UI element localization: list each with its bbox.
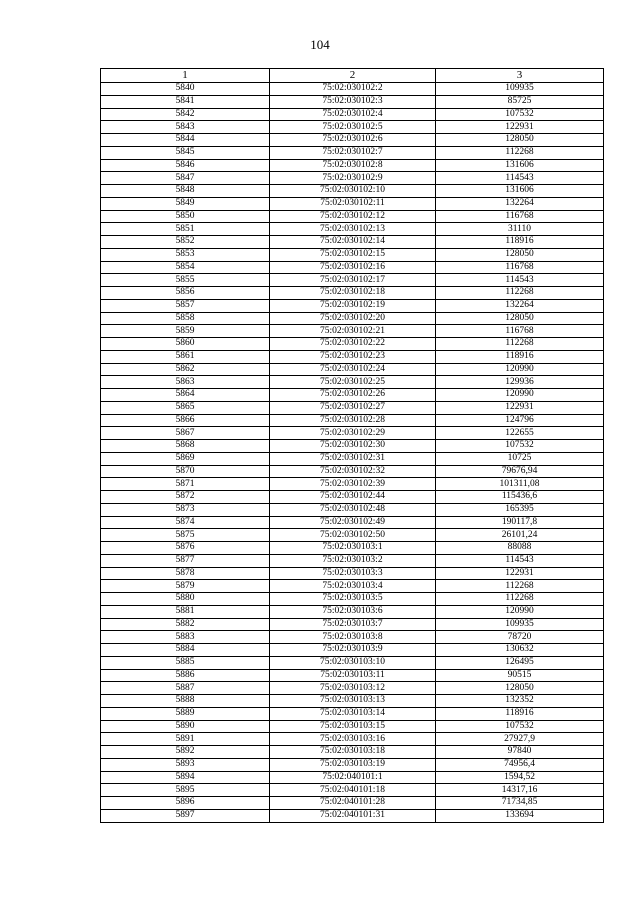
row-number-cell: 5859 (101, 325, 270, 338)
table-row (101, 720, 604, 733)
cadastral-number-cell: 75:02:030102:31 (270, 452, 436, 465)
table-row (101, 809, 604, 822)
cadastral-number-cell: 75:02:030103:16 (270, 733, 436, 746)
value-cell: 79676,94 (436, 465, 604, 478)
value-cell: 124796 (436, 414, 604, 427)
table-row (101, 248, 604, 261)
cadastral-number-cell: 75:02:030102:8 (270, 159, 436, 172)
row-number-cell: 5873 (101, 503, 270, 516)
data-table (100, 68, 604, 823)
table-row (101, 338, 604, 351)
value-cell: 129936 (436, 376, 604, 389)
table-row (101, 503, 604, 516)
value-cell: 118916 (436, 350, 604, 363)
row-number-cell: 5855 (101, 274, 270, 287)
value-cell: 116768 (436, 325, 604, 338)
row-number-cell: 5854 (101, 261, 270, 274)
row-number-cell: 5880 (101, 593, 270, 606)
row-number-cell: 5852 (101, 236, 270, 249)
cadastral-number-cell: 75:02:040101:18 (270, 784, 436, 797)
row-number-cell: 5887 (101, 682, 270, 695)
cadastral-number-cell: 75:02:030102:14 (270, 236, 436, 249)
row-number-cell: 5884 (101, 644, 270, 657)
header-row (101, 69, 604, 83)
table-row (101, 389, 604, 402)
cadastral-number-cell: 75:02:030102:7 (270, 146, 436, 159)
cadastral-number-cell: 75:02:030102:17 (270, 274, 436, 287)
table-row (101, 465, 604, 478)
cadastral-number-cell: 75:02:030102:24 (270, 363, 436, 376)
cadastral-number-cell: 75:02:040101:31 (270, 809, 436, 822)
row-number-cell: 5851 (101, 223, 270, 236)
row-number-cell: 5858 (101, 312, 270, 325)
row-number-cell: 5897 (101, 809, 270, 822)
value-cell: 132352 (436, 695, 604, 708)
cadastral-number-cell: 75:02:030102:13 (270, 223, 436, 236)
cadastral-number-cell: 75:02:030102:20 (270, 312, 436, 325)
row-number-cell: 5889 (101, 707, 270, 720)
table-row (101, 784, 604, 797)
cadastral-number-cell: 75:02:030103:10 (270, 656, 436, 669)
value-cell: 131606 (436, 159, 604, 172)
row-number-cell: 5885 (101, 656, 270, 669)
row-number-cell: 5878 (101, 567, 270, 580)
column-header-2: 2 (270, 69, 436, 83)
row-number-cell: 5896 (101, 797, 270, 810)
value-cell: 97840 (436, 746, 604, 759)
cadastral-number-cell: 75:02:030102:5 (270, 121, 436, 134)
value-cell: 133694 (436, 809, 604, 822)
table-row (101, 210, 604, 223)
cadastral-number-cell: 75:02:030102:16 (270, 261, 436, 274)
table-row (101, 554, 604, 567)
table-row (101, 542, 604, 555)
page-number: 104 (310, 37, 330, 52)
table-row (101, 197, 604, 210)
table-row (101, 376, 604, 389)
row-number-cell: 5890 (101, 720, 270, 733)
value-cell: 120990 (436, 605, 604, 618)
value-cell: 190117,8 (436, 516, 604, 529)
cadastral-number-cell: 75:02:030102:9 (270, 172, 436, 185)
row-number-cell: 5888 (101, 695, 270, 708)
value-cell: 122931 (436, 121, 604, 134)
table-row (101, 695, 604, 708)
value-cell: 112268 (436, 593, 604, 606)
row-number-cell: 5869 (101, 452, 270, 465)
cadastral-number-cell: 75:02:030103:5 (270, 593, 436, 606)
table-row (101, 134, 604, 147)
row-number-cell: 5862 (101, 363, 270, 376)
table-row (101, 299, 604, 312)
value-cell: 109935 (436, 618, 604, 631)
row-number-cell: 5871 (101, 478, 270, 491)
row-number-cell: 5891 (101, 733, 270, 746)
table-row (101, 121, 604, 134)
table-row (101, 758, 604, 771)
table-row (101, 325, 604, 338)
value-cell: 128050 (436, 248, 604, 261)
cadastral-number-cell: 75:02:030102:25 (270, 376, 436, 389)
row-number-cell: 5847 (101, 172, 270, 185)
row-number-cell: 5894 (101, 771, 270, 784)
value-cell: 118916 (436, 707, 604, 720)
table-row (101, 261, 604, 274)
row-number-cell: 5893 (101, 758, 270, 771)
table-row (101, 452, 604, 465)
cadastral-number-cell: 75:02:030103:14 (270, 707, 436, 720)
row-number-cell: 5867 (101, 427, 270, 440)
row-number-cell: 5872 (101, 491, 270, 504)
cadastral-number-cell: 75:02:030102:18 (270, 287, 436, 300)
cadastral-number-cell: 75:02:030102:10 (270, 185, 436, 198)
value-cell: 128050 (436, 682, 604, 695)
row-number-cell: 5848 (101, 185, 270, 198)
value-cell: 128050 (436, 134, 604, 147)
table-row (101, 733, 604, 746)
value-cell: 126495 (436, 656, 604, 669)
table-row (101, 669, 604, 682)
value-cell: 101311,08 (436, 478, 604, 491)
table-row (101, 656, 604, 669)
row-number-cell: 5876 (101, 542, 270, 555)
table-row (101, 746, 604, 759)
cadastral-number-cell: 75:02:030103:4 (270, 580, 436, 593)
value-cell: 116768 (436, 210, 604, 223)
row-number-cell: 5841 (101, 95, 270, 108)
value-cell: 115436,6 (436, 491, 604, 504)
row-number-cell: 5850 (101, 210, 270, 223)
row-number-cell: 5868 (101, 440, 270, 453)
row-number-cell: 5877 (101, 554, 270, 567)
value-cell: 107532 (436, 108, 604, 121)
table-row (101, 274, 604, 287)
table-row (101, 529, 604, 542)
table-row (101, 478, 604, 491)
row-number-cell: 5881 (101, 605, 270, 618)
cadastral-number-cell: 75:02:040101:1 (270, 771, 436, 784)
cadastral-number-cell: 75:02:030102:32 (270, 465, 436, 478)
row-number-cell: 5875 (101, 529, 270, 542)
row-number-cell: 5860 (101, 338, 270, 351)
cadastral-number-cell: 75:02:030102:26 (270, 389, 436, 402)
cadastral-number-cell: 75:02:030102:21 (270, 325, 436, 338)
value-cell: 1594,52 (436, 771, 604, 784)
table-body (101, 83, 604, 823)
row-number-cell: 5892 (101, 746, 270, 759)
cadastral-number-cell: 75:02:030102:3 (270, 95, 436, 108)
value-cell: 122931 (436, 567, 604, 580)
cadastral-number-cell: 75:02:030102:6 (270, 134, 436, 147)
cadastral-number-cell: 75:02:030103:2 (270, 554, 436, 567)
table-row (101, 95, 604, 108)
cadastral-number-cell: 75:02:030103:13 (270, 695, 436, 708)
value-cell: 90515 (436, 669, 604, 682)
value-cell: 114543 (436, 554, 604, 567)
value-cell: 14317,16 (436, 784, 604, 797)
cadastral-number-cell: 75:02:030103:15 (270, 720, 436, 733)
cadastral-number-cell: 75:02:030102:28 (270, 414, 436, 427)
cadastral-number-cell: 75:02:030102:39 (270, 478, 436, 491)
value-cell: 107532 (436, 720, 604, 733)
row-number-cell: 5856 (101, 287, 270, 300)
table-row (101, 707, 604, 720)
value-cell: 71734,85 (436, 797, 604, 810)
table-row (101, 593, 604, 606)
table-row (101, 108, 604, 121)
row-number-cell: 5845 (101, 146, 270, 159)
value-cell: 112268 (436, 338, 604, 351)
cadastral-number-cell: 75:02:030103:7 (270, 618, 436, 631)
table-row (101, 172, 604, 185)
table-row (101, 223, 604, 236)
value-cell: 132264 (436, 299, 604, 312)
cadastral-number-cell: 75:02:030103:12 (270, 682, 436, 695)
value-cell: 10725 (436, 452, 604, 465)
row-number-cell: 5842 (101, 108, 270, 121)
table-row (101, 797, 604, 810)
value-cell: 114543 (436, 274, 604, 287)
row-number-cell: 5883 (101, 631, 270, 644)
value-cell: 128050 (436, 312, 604, 325)
row-number-cell: 5895 (101, 784, 270, 797)
row-number-cell: 5865 (101, 401, 270, 414)
cadastral-number-cell: 75:02:030102:22 (270, 338, 436, 351)
cadastral-number-cell: 75:02:030103:1 (270, 542, 436, 555)
row-number-cell: 5864 (101, 389, 270, 402)
row-number-cell: 5853 (101, 248, 270, 261)
value-cell: 107532 (436, 440, 604, 453)
value-cell: 88088 (436, 542, 604, 555)
table-row (101, 312, 604, 325)
value-cell: 78720 (436, 631, 604, 644)
cadastral-number-cell: 75:02:030102:4 (270, 108, 436, 121)
row-number-cell: 5882 (101, 618, 270, 631)
value-cell: 74956,4 (436, 758, 604, 771)
table-row (101, 580, 604, 593)
table-row (101, 605, 604, 618)
cadastral-number-cell: 75:02:030102:27 (270, 401, 436, 414)
value-cell: 165395 (436, 503, 604, 516)
cadastral-number-cell: 75:02:030103:11 (270, 669, 436, 682)
table-row (101, 427, 604, 440)
value-cell: 31110 (436, 223, 604, 236)
value-cell: 112268 (436, 287, 604, 300)
row-number-cell: 5861 (101, 350, 270, 363)
value-cell: 130632 (436, 644, 604, 657)
cadastral-number-cell: 75:02:030102:44 (270, 491, 436, 504)
table-row (101, 236, 604, 249)
cadastral-number-cell: 75:02:030102:29 (270, 427, 436, 440)
table-row (101, 146, 604, 159)
table-row (101, 363, 604, 376)
cadastral-number-cell: 75:02:030102:50 (270, 529, 436, 542)
table-row (101, 401, 604, 414)
table-row (101, 440, 604, 453)
cadastral-number-cell: 75:02:030102:12 (270, 210, 436, 223)
table-row (101, 414, 604, 427)
table-row (101, 159, 604, 172)
row-number-cell: 5863 (101, 376, 270, 389)
row-number-cell: 5866 (101, 414, 270, 427)
row-number-cell: 5840 (101, 83, 270, 96)
cadastral-number-cell: 75:02:030102:11 (270, 197, 436, 210)
value-cell: 109935 (436, 83, 604, 96)
cadastral-number-cell: 75:02:030102:23 (270, 350, 436, 363)
row-number-cell: 5843 (101, 121, 270, 134)
value-cell: 112268 (436, 146, 604, 159)
table-row (101, 567, 604, 580)
row-number-cell: 5857 (101, 299, 270, 312)
cadastral-number-cell: 75:02:030102:2 (270, 83, 436, 96)
table-row (101, 644, 604, 657)
row-number-cell: 5846 (101, 159, 270, 172)
value-cell: 114543 (436, 172, 604, 185)
cadastral-number-cell: 75:02:030103:19 (270, 758, 436, 771)
row-number-cell: 5844 (101, 134, 270, 147)
table-row (101, 682, 604, 695)
cadastral-number-cell: 75:02:030103:18 (270, 746, 436, 759)
table-header (101, 69, 604, 83)
cadastral-number-cell: 75:02:030102:15 (270, 248, 436, 261)
value-cell: 27927,9 (436, 733, 604, 746)
cadastral-number-cell: 75:02:030103:9 (270, 644, 436, 657)
row-number-cell: 5849 (101, 197, 270, 210)
table-row (101, 350, 604, 363)
cadastral-number-cell: 75:02:030103:6 (270, 605, 436, 618)
value-cell: 132264 (436, 197, 604, 210)
row-number-cell: 5886 (101, 669, 270, 682)
table-row (101, 491, 604, 504)
cadastral-number-cell: 75:02:030102:49 (270, 516, 436, 529)
table-row (101, 771, 604, 784)
value-cell: 112268 (436, 580, 604, 593)
cadastral-number-cell: 75:02:040101:28 (270, 797, 436, 810)
value-cell: 26101,24 (436, 529, 604, 542)
table-row (101, 631, 604, 644)
table-row (101, 618, 604, 631)
value-cell: 120990 (436, 389, 604, 402)
value-cell: 116768 (436, 261, 604, 274)
cadastral-number-cell: 75:02:030102:48 (270, 503, 436, 516)
column-header-3: 3 (436, 69, 604, 83)
row-number-cell: 5870 (101, 465, 270, 478)
cadastral-number-cell: 75:02:030102:30 (270, 440, 436, 453)
value-cell: 122655 (436, 427, 604, 440)
value-cell: 120990 (436, 363, 604, 376)
cadastral-number-cell: 75:02:030102:19 (270, 299, 436, 312)
table-row (101, 185, 604, 198)
column-header-1: 1 (101, 69, 270, 83)
value-cell: 118916 (436, 236, 604, 249)
value-cell: 122931 (436, 401, 604, 414)
table-row (101, 287, 604, 300)
table-row (101, 83, 604, 96)
cadastral-number-cell: 75:02:030103:3 (270, 567, 436, 580)
cadastral-number-cell: 75:02:030103:8 (270, 631, 436, 644)
row-number-cell: 5879 (101, 580, 270, 593)
table-row (101, 516, 604, 529)
value-cell: 131606 (436, 185, 604, 198)
row-number-cell: 5874 (101, 516, 270, 529)
value-cell: 85725 (436, 95, 604, 108)
